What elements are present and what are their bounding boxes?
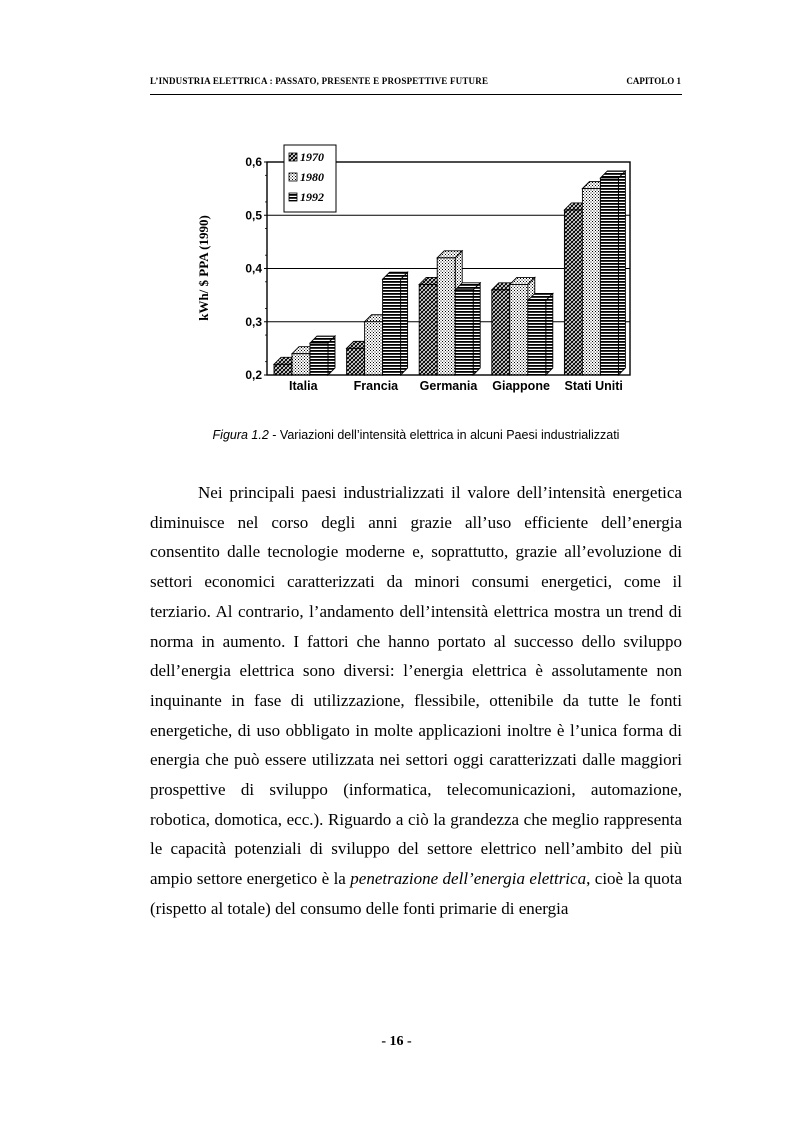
bar bbox=[600, 178, 618, 375]
bar bbox=[528, 300, 546, 375]
bar bbox=[582, 189, 600, 375]
legend-swatch bbox=[289, 173, 297, 181]
legend-label: 1980 bbox=[300, 170, 324, 184]
legend-swatch bbox=[289, 153, 297, 161]
bar-side bbox=[473, 283, 480, 375]
bar bbox=[383, 279, 401, 375]
bar bbox=[455, 290, 473, 375]
running-header-chapter: CAPITOLO 1 bbox=[626, 76, 681, 86]
figure-caption-text: Variazioni dell’intensità elettrica in alcuni Paesi industrializzati bbox=[279, 428, 620, 442]
bar bbox=[310, 343, 328, 375]
figure-caption bbox=[150, 428, 682, 442]
y-tick-label: 0,3 bbox=[245, 314, 262, 329]
running-header-title: L’INDUSTRIA ELETTRICA : PASSATO, PRESENTE E PROSPETTIVE FUTURE bbox=[150, 76, 489, 86]
bar bbox=[510, 284, 528, 375]
bar bbox=[564, 210, 582, 375]
x-tick-label: Stati Uniti bbox=[564, 379, 623, 393]
body-paragraph bbox=[150, 478, 682, 924]
bar-side bbox=[618, 171, 625, 375]
x-tick-label: Giappone bbox=[492, 379, 550, 393]
figure-caption-separator: - bbox=[268, 428, 280, 442]
bar bbox=[347, 348, 365, 375]
body-text-part-1: Nei principali paesi industrializzati il valore dell’intensità energetica diminuisce nel corso degli anni grazie all’uso efficiente dell’energia consentito dalle tecnologie moderne e, soprattutto, grazie all’evoluzione di settori economici caratterizzati da minori consumi energetici, come il terziario. Al contrario, l’andamento dell’intensità elettrica mostra un trend di norma in aumento. I fattori che hanno portato al successo dello sviluppo dell’energia elettrica sono diversi: l’energia elettrica è assolutamente non inquinante in fase di utilizzazione, flessibile, ottenibile da tutte le fonti energetiche, di uso obbligato in molte applicazioni inoltre è l’unica forma di energia che può essere utilizzata nei settori oggi caratterizzati dalle maggiori prospettive di sviluppo (informatica, telecomunicazioni, automazione, robotica, domotica, ecc.). Riguardo a ciò la grandezza che meglio rappresenta le capacità potenziali di sviluppo del settore elettrico nell’ambito del più ampio settore energetico è la bbox=[150, 483, 682, 889]
body-text-part-2: , cioè la quota (rispetto al totale) del consumo delle fonti primarie di energia bbox=[150, 869, 683, 918]
x-tick-label: Francia bbox=[353, 379, 399, 393]
legend-label: 1970 bbox=[300, 150, 324, 164]
header-rule bbox=[150, 94, 682, 95]
figure-caption-label: Figura 1.2 bbox=[212, 428, 269, 442]
legend-label: 1992 bbox=[300, 190, 324, 204]
bar bbox=[365, 322, 383, 375]
x-tick-label: Italia bbox=[289, 379, 318, 393]
y-tick-label: 0,2 bbox=[245, 368, 262, 382]
y-tick-label: 0,4 bbox=[245, 261, 262, 276]
y-axis-label: kWh/ $ PPA (1990) bbox=[196, 215, 211, 321]
bar bbox=[437, 258, 455, 375]
legend-swatch bbox=[289, 193, 297, 201]
page-number: - 16 - bbox=[381, 1034, 412, 1049]
bar bbox=[492, 290, 510, 375]
body-text-emphasis: penetrazione dell’energia elettrica bbox=[350, 869, 587, 889]
bar-side bbox=[401, 272, 408, 375]
x-tick-label: Germania bbox=[419, 379, 478, 393]
bar bbox=[292, 354, 310, 375]
bar-side bbox=[546, 293, 553, 375]
y-tick-label: 0,6 bbox=[245, 155, 262, 169]
y-tick-label: 0,5 bbox=[245, 208, 262, 223]
bar-chart bbox=[190, 140, 650, 405]
bar bbox=[274, 364, 292, 375]
bar bbox=[419, 284, 437, 375]
